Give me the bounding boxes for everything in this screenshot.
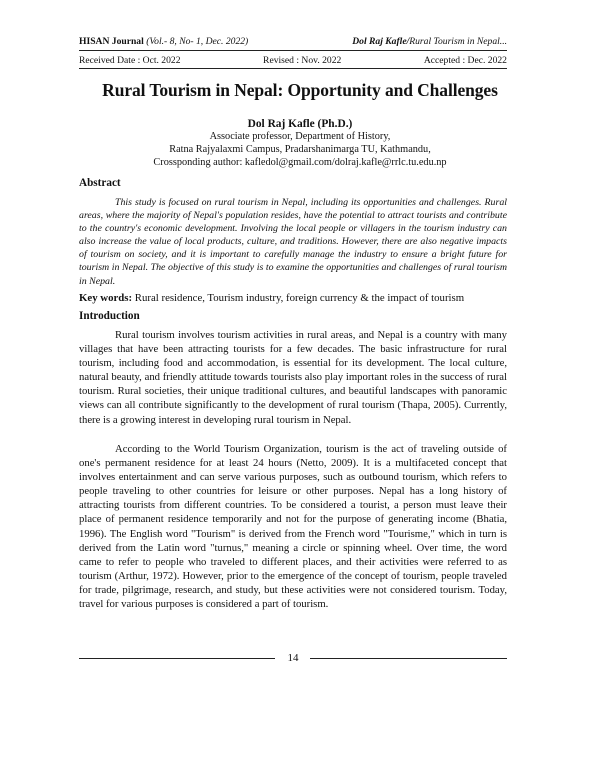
intro-paragraph-2: According to the World Tourism Organization, tourism is the act of traveling outside of one's permanent residence for at least 24 hours (Netto, 2009). It is a multifaceted concept that involves entertainment and can serve various purposes, such as outbound tourism, which refers to people traveling to other countries for leisure or other purposes. Nepal has a long history of attracting tourists from different countries. To be considered a tourist, a person must leave their place of permanent residence temporarily and not for the purpose of generating income (Bhatia, 1996). The English word "Tourism" is derived from the French word "Tourisme," which in turn is derived from the Latin word "turnus," meaning a circle or spinning wheel. Over time, the word came to refer to people who traveled to different places, and their activities were referred to as tourism (Arthur, 1972). However, prior to the emergence of the concept of tourism, people traveled for trade, pilgrimage, research, and study, but these activities were not considered tourism. Today, travel for various purposes is considered a part of tourism. xyxy=(79,443,507,611)
intro-paragraph-1: Rural tourism involves tourism activities in rural areas, and Nepal is a country with many villages that have been attracting tourists for a few decades. The basic infrastructure for rural tourism, including food and accommodation, is essential for its development. The local culture, natural beauty, and friendly attitude towards tourists also play important roles in the success of rural tourism. Rural societies, their unique traditional cultures, and beautiful landscapes with panoramic views can all contribute significantly to the development of rural tourism (Thapa, 2005). Currently, there is a growing interest in developing rural tourism in Nepal. xyxy=(79,329,507,426)
abstract-heading: Abstract xyxy=(79,177,121,189)
header-rule-top xyxy=(79,50,507,51)
author-name: Dol Raj Kafle (Ph.D.) xyxy=(247,118,353,130)
journal-name: HISAN Journal xyxy=(79,36,144,47)
journal-citation xyxy=(79,36,248,47)
keywords xyxy=(79,292,519,304)
running-title: Rural Tourism in Nepal... xyxy=(409,36,507,47)
journal-volume: (Vol.- 8, No- 1, Dec. 2022) xyxy=(146,36,249,47)
running-author: Dol Raj Kafle/ xyxy=(352,36,410,47)
abstract-text: This study is focused on rural tourism in Nepal, including its opportunities and challenges. Rural areas, where the majority of Nepal's population resides, have the potential to attract tourists and contribute to the country's economic development. Involving the local people or villagers in the tourism industry can also increase the value of local products, culture, and traditions. However, there are also negative impacts of tourism on society, and it is important to carefully manage the industry to ensure a bright future for tourism in Nepal. The objective of this study is to examine the opportunities and challenges of rural tourism in Nepal. xyxy=(79,197,507,287)
paper-title: Rural Tourism in Nepal: Opportunity and Challenges xyxy=(102,80,498,100)
dates-row xyxy=(79,55,507,66)
footer-rule-right xyxy=(310,658,507,659)
accepted-date: Accepted : Dec. 2022 xyxy=(423,55,507,66)
introduction-heading: Introduction xyxy=(79,310,140,322)
keywords-label: Key words: xyxy=(79,292,133,304)
keywords-text: Rural residence, Tourism industry, foreign currency & the impact of tourism xyxy=(134,292,465,304)
header-rule-bottom xyxy=(79,68,507,69)
running-head-right xyxy=(352,36,507,47)
affiliation-line-1: Associate professor, Department of History, xyxy=(209,131,391,142)
footer-rule-left xyxy=(79,658,275,659)
running-header xyxy=(79,36,507,47)
revised-date: Revised : Nov. 2022 xyxy=(263,55,342,66)
affiliation-line-2: Ratna Rajyalaxmi Campus, Pradarshanimarga TU, Kathmandu, xyxy=(169,144,431,155)
corresponding-author: Crossponding author: kafledol@gmail.com/dolraj.kafle@rrlc.tu.edu.np xyxy=(153,157,447,168)
received-date: Received Date : Oct. 2022 xyxy=(79,55,181,66)
page-number: 14 xyxy=(287,652,299,664)
